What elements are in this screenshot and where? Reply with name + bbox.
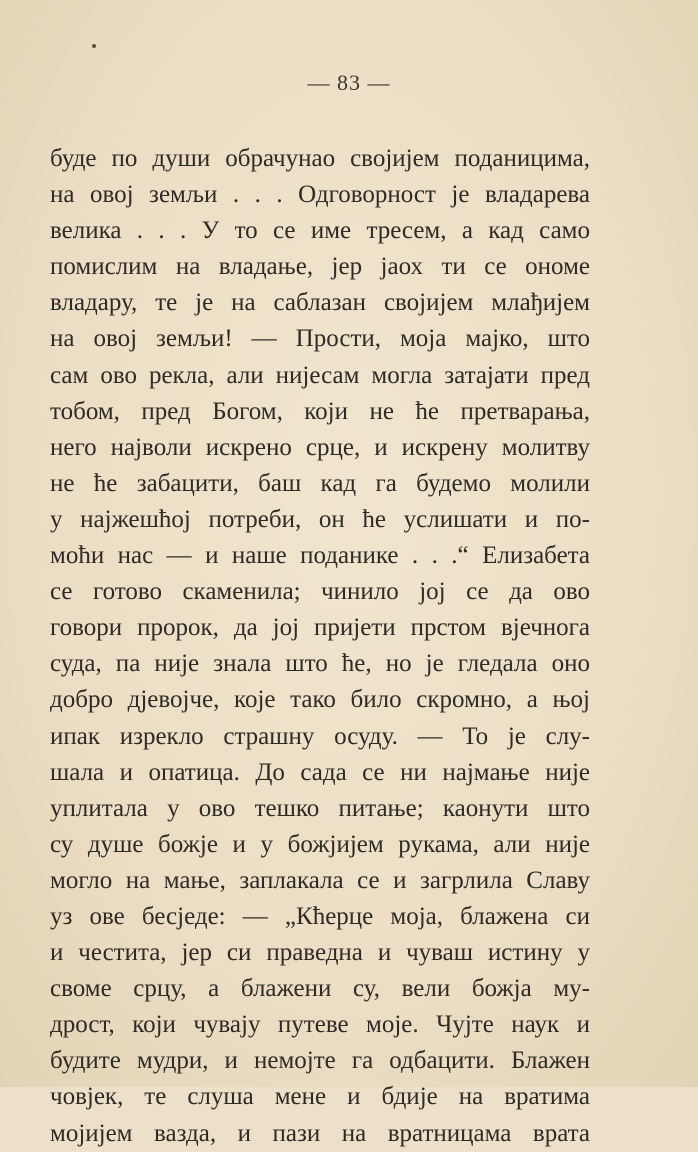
text-line: човјек, те слуша мене и бдије на вратима bbox=[50, 1083, 590, 1111]
text-line: ипак изрекло страшну осуду. — То је слу- bbox=[50, 722, 590, 750]
text-line: шала и опатица. До сада се ни најмање није bbox=[50, 758, 590, 786]
text-line: помислим на владање, јер јаох ти се ономе bbox=[50, 253, 590, 281]
text-line: дрост, који чувају путеве моје. Чујте наук и bbox=[50, 1011, 590, 1039]
text-line: могло на мање, заплакала се и загрлила Славу bbox=[50, 866, 590, 894]
text-line: велика . . . У то се име тресем, а кад само bbox=[50, 217, 590, 245]
text-line: у најжешћој потреби, он ће услишати и по- bbox=[50, 505, 590, 533]
text-line: владару, те је на саблазан својијем млађијем bbox=[50, 289, 590, 317]
paper-speck bbox=[92, 44, 96, 48]
text-line: добро дјевојче, које тако било скромно, а њој bbox=[50, 686, 590, 714]
text-line: уплитала у ово тешко питање; каонути што bbox=[50, 794, 590, 822]
text-line: сам ово рекла, али нијесам могла затајати пред bbox=[50, 361, 590, 389]
text-line: на овој земљи . . . Одговорност је владарева bbox=[50, 181, 590, 209]
text-line: тобом, пред Богом, који не ће претварања, bbox=[50, 397, 590, 425]
text-line: и честита, јер си праведна и чуваш истину у bbox=[50, 939, 590, 967]
text-line: мојијем вазда, и пази на вратницама врата bbox=[50, 1119, 590, 1147]
text-line: на овој земљи! — Прости, моја мајко, што bbox=[50, 325, 590, 353]
text-line: су душе божје и у божјијем рукама, али није bbox=[50, 830, 590, 858]
text-line: него најволи искрено срце, и искрену молитву bbox=[50, 433, 590, 461]
text-line: буде по души обрачунао својијем поданицима, bbox=[50, 145, 590, 172]
body-text bbox=[50, 141, 590, 1152]
text-line: уз ове бесједе: — „Кћерце моја, блажена си bbox=[50, 902, 590, 930]
text-line: суда, па није знала што ће, но је гледала оно bbox=[50, 650, 590, 678]
text-line: будите мудри, и немојте га одбацити. Блажен bbox=[50, 1047, 590, 1075]
text-line: се готово скаменила; чинило јој се да ово bbox=[50, 578, 590, 606]
text-line: моћи нас — и наше поданике . . .“ Елизабета bbox=[50, 542, 590, 570]
text-line: не ће забацити, баш кад га будемо молили bbox=[50, 469, 590, 497]
text-line: говори пророк, да јој пријети прстом вјечнога bbox=[50, 614, 590, 642]
text-line: своме срцу, а блажени су, вели божја му- bbox=[50, 975, 590, 1003]
page-number: — 83 — bbox=[307, 70, 391, 95]
